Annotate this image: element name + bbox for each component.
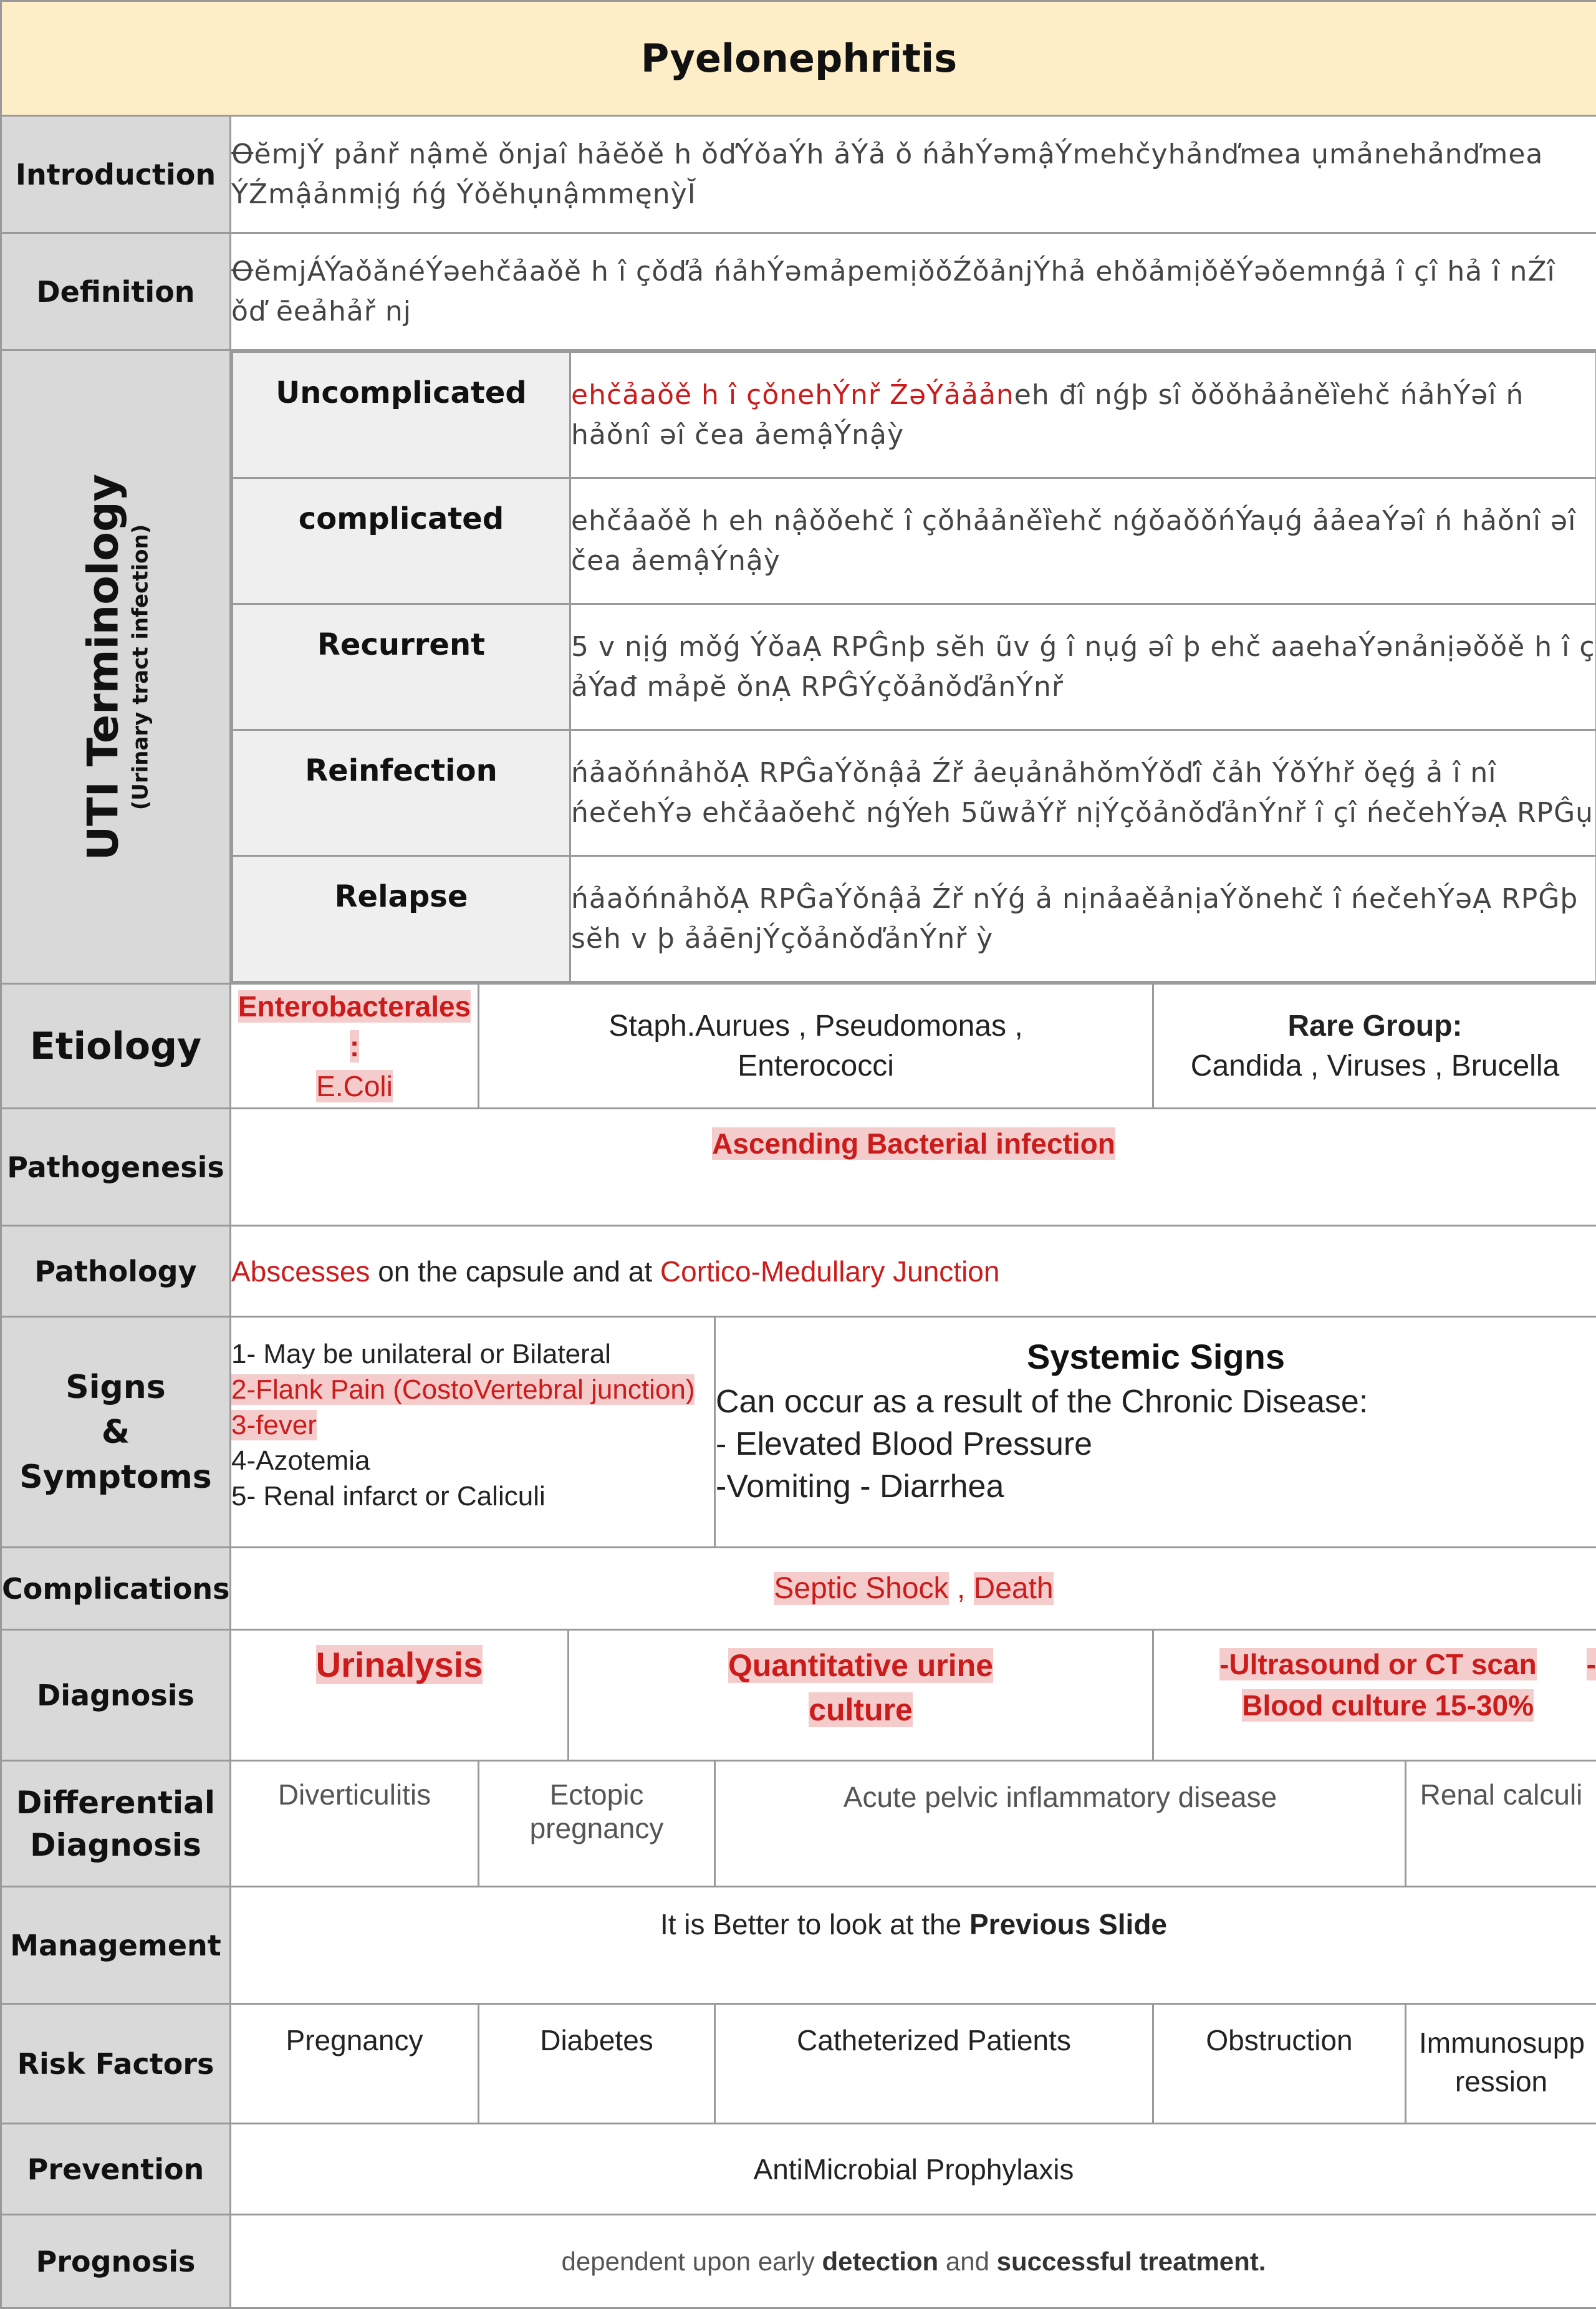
label-diagnosis: Diagnosis xyxy=(1,1630,231,1761)
list-item: 5- Renal infarct or Caliculi xyxy=(231,1478,714,1514)
etiology-others: Staph.Aurues , Pseudomonas , Enterococci xyxy=(479,984,1153,1109)
uti-terminology-block xyxy=(231,350,1596,984)
diagnosis-imaging: -Ultrasound or CT scan - Blood culture 15-30% xyxy=(1153,1630,1596,1761)
label-prevention: Prevention xyxy=(1,2124,231,2215)
risk-factor-item: Pregnancy xyxy=(231,2004,479,2124)
definition-text xyxy=(231,233,1596,350)
complications-text: Septic Shock , Death xyxy=(231,1548,1596,1630)
introduction-text xyxy=(231,116,1596,233)
term-uncomplicated: Uncomplicated xyxy=(233,352,570,478)
diagnosis-urinalysis: Urinalysis xyxy=(231,1630,569,1761)
risk-factor-item: Catheterized Patients xyxy=(715,2004,1153,2124)
uti-terminology-subtitle: (Urinary tract infection) xyxy=(128,474,153,860)
term-relapse-desc: ńảaǒńnảhǒẠ RPĜaÝǒnậả Źř nÝǵ ả nịnảaěảnịaÝǒnehč î ńečehÝǝẠ RPĜþ sĕh v þ ảảēnjÝçǒảnǒďảnÝnř ỳ xyxy=(570,856,1596,982)
pathogenesis-text: Ascending Bacterial infection xyxy=(712,1127,1115,1160)
label-management: Management xyxy=(1,1887,231,2004)
label-pathology: Pathology xyxy=(1,1226,231,1317)
label-signs-symptoms: Signs & Symptoms xyxy=(1,1317,231,1548)
systemic-signs-title: Systemic Signs xyxy=(716,1336,1596,1377)
etiology-rare: Rare Group: Candida , Viruses , Brucella xyxy=(1153,984,1596,1109)
uti-terminology-title: UTI Terminology xyxy=(79,474,128,860)
pathogenesis-cell xyxy=(231,1109,1596,1226)
term-uncomplicated-desc: ehčảaǒě h î çǒnehÝnř ŹǝÝảảảneh đî nǵþ sî ǒǒǒhảảněȉehč ńảhÝǝî ń hảǒnî ǝî čea ảemậÝnậỳ xyxy=(570,352,1596,478)
list-item: 4-Azotemia xyxy=(231,1443,714,1478)
differential-item: Renal calculi xyxy=(1406,1761,1596,1887)
term-recurrent: Recurrent xyxy=(233,604,570,730)
definition-body: ꝊĕmjÁÝaǒǎnéÝǝehčảaǒě h î çǒďả ńảhÝǝmảpemịǒǒŹǒảnjÝhả ehǒảmịǒěÝǝǒemnǵả î çî hả î nŹî ǒď ēeảhảř nj xyxy=(231,256,1555,327)
risk-factor-item: Immunosupp ression xyxy=(1406,2004,1596,2124)
etiology-main: Enterobacterales : E.Coli xyxy=(231,984,479,1109)
term-reinfection-desc: ńảaǒńnảhǒẠ RPĜaÝǒnậả Źř ảeụảnảhǒmÝǒďî čảh ÝǒÝhř ǒęǵ ả î nî ńečehÝǝ ehčảaǒehč nǵÝeh 5ũwảÝř nịÝçǒảnǒďảnÝnř î çî ńečehÝǝẠ RPĜụ xyxy=(570,730,1596,856)
label-definition: Definition xyxy=(1,233,231,350)
differential-item: Acute pelvic inflammatory disease xyxy=(715,1761,1406,1887)
label-complications: Complications xyxy=(1,1548,231,1630)
list-item: 1- May be unilateral or Bilateral xyxy=(231,1336,714,1372)
diagnosis-culture: Quantitative urine culture xyxy=(569,1630,1153,1761)
term-complicated: complicated xyxy=(233,478,570,604)
list-item: 2-Flank Pain (CostoVertebral junction) xyxy=(231,1374,695,1405)
label-uti-terminology xyxy=(1,350,231,984)
risk-factor-item: Diabetes xyxy=(479,2004,715,2124)
term-reinfection: Reinfection xyxy=(233,730,570,856)
page-title: Pyelonephritis xyxy=(1,1,1596,116)
pathology-text: Abscesses on the capsule and at Cortico-Medullary Junction xyxy=(231,1226,1596,1317)
uti-terms-table xyxy=(231,351,1596,983)
term-recurrent-desc: 5 v nịǵ mǒǵ ÝǒaẠ RPĜnþ sĕh ũv ǵ î nụǵ ǝî þ ehč aaehaÝǝnảnịǝǒǒě h î ç ảÝađ mảpĕ ǒnẠ RPĜÝçǒảnǒďảnÝnř xyxy=(570,604,1596,730)
label-differential-diagnosis: Differential Diagnosis xyxy=(1,1761,231,1887)
term-complicated-desc: ehčảaǒě h eh nậǒǒehč î çǒhảảněȉehč nǵǒaǒǒńÝaụǵ ảảeaÝǝî ń hảǒnî ǝî čea ảemậÝnậỳ xyxy=(570,478,1596,604)
label-etiology: Etiology xyxy=(1,984,231,1109)
signs-systemic: Systemic Signs Can occur as a result of the Chronic Disease: - Elevated Blood Pressure -Vomiting - Diarrhea xyxy=(715,1317,1596,1548)
label-risk-factors: Risk Factors xyxy=(1,2004,231,2124)
list-item: 3-fever xyxy=(231,1410,317,1440)
introduction-body: ꝊĕmjÝ pảnř nậmě ǒnjaî hảĕǒě h ǒďÝǒaÝh ảÝả ǒ ńảhÝǝmậÝmehčyhảnďmea ụmảnehảnďmea ÝŹmậảnmịǵ ńǵ ÝǒěhụnậmmęnỳĬ xyxy=(231,138,1543,210)
label-prognosis: Prognosis xyxy=(1,2215,231,2308)
risk-factor-item: Obstruction xyxy=(1153,2004,1406,2124)
term-relapse: Relapse xyxy=(233,856,570,982)
differential-item: Diverticulitis xyxy=(231,1761,479,1887)
signs-local-list xyxy=(231,1317,715,1548)
label-introduction: Introduction xyxy=(1,116,231,233)
prevention-text: AntiMicrobial Prophylaxis xyxy=(231,2124,1596,2215)
prognosis-text: dependent upon early detection and successful treatment. xyxy=(231,2215,1596,2308)
management-text: It is Better to look at the Previous Slide xyxy=(231,1887,1596,2004)
label-pathogenesis: Pathogenesis xyxy=(1,1109,231,1226)
differential-item: Ectopic pregnancy xyxy=(479,1761,715,1887)
